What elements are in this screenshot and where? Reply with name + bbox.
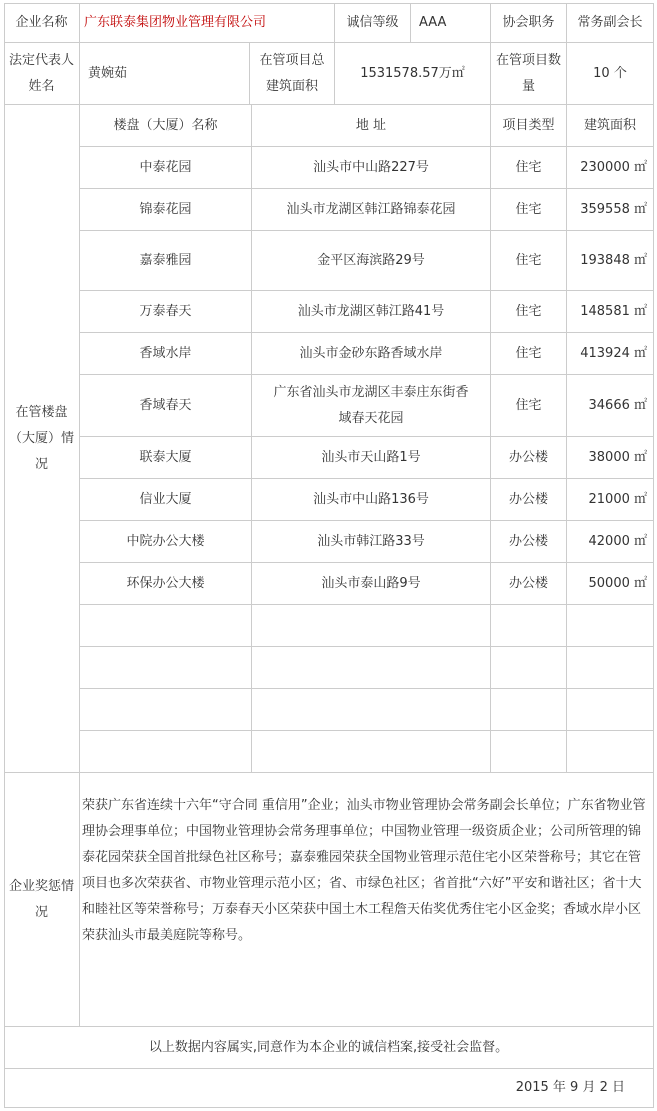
empty-cell (491, 605, 567, 647)
project-type-cell: 住宅 (491, 291, 567, 333)
empty-cell (252, 731, 491, 773)
company-name-label: 企业名称 (4, 3, 80, 43)
total-area-label: 在管项目总建筑面积 (250, 43, 335, 105)
project-address-cell: 汕头市泰山路9号 (252, 563, 491, 605)
project-address-cell: 广东省汕头市龙湖区丰泰庄东街香域春天花园 (252, 375, 491, 437)
projects-section-label: 在管楼盘（大厦）情况 (4, 105, 80, 773)
company-name-value: 广东联泰集团物业管理有限公司 (80, 3, 335, 43)
project-name-cell: 环保办公大楼 (80, 563, 252, 605)
project-address-cell: 汕头市中山路136号 (252, 479, 491, 521)
legal-rep-label: 法定代表人姓名 (4, 43, 80, 105)
empty-cell (252, 605, 491, 647)
col-header-address: 地 址 (252, 105, 491, 147)
declaration-statement: 以上数据内容属实,同意作为本企业的诚信档案,接受社会监督。 (4, 1027, 654, 1069)
project-type-cell: 住宅 (491, 189, 567, 231)
project-area-cell: 34666 ㎡ (567, 375, 654, 437)
project-name-cell: 锦泰花园 (80, 189, 252, 231)
project-address-cell: 汕头市天山路1号 (252, 437, 491, 479)
project-name-cell: 嘉泰雅园 (80, 231, 252, 291)
empty-cell (491, 731, 567, 773)
project-area-cell: 230000 ㎡ (567, 147, 654, 189)
project-count-value: 10 个 (567, 43, 654, 105)
project-area-cell: 38000 ㎡ (567, 437, 654, 479)
project-type-cell: 住宅 (491, 147, 567, 189)
project-area-cell: 359558 ㎡ (567, 189, 654, 231)
project-name-cell: 香域水岸 (80, 333, 252, 375)
empty-cell (80, 689, 252, 731)
project-type-cell: 住宅 (491, 333, 567, 375)
col-header-name: 楼盘（大厦）名称 (80, 105, 252, 147)
empty-cell (491, 689, 567, 731)
empty-cell (567, 689, 654, 731)
col-header-type: 项目类型 (491, 105, 567, 147)
project-type-cell: 办公楼 (491, 479, 567, 521)
project-area-cell: 413924 ㎡ (567, 333, 654, 375)
project-address-cell: 汕头市中山路227号 (252, 147, 491, 189)
project-type-cell: 住宅 (491, 375, 567, 437)
empty-cell (80, 647, 252, 689)
project-area-cell: 21000 ㎡ (567, 479, 654, 521)
association-role-label: 协会职务 (491, 3, 567, 43)
empty-cell (567, 731, 654, 773)
credit-level-value: AAA (411, 3, 491, 43)
project-area-cell: 148581 ㎡ (567, 291, 654, 333)
project-name-cell: 中泰花园 (80, 147, 252, 189)
empty-cell (491, 647, 567, 689)
empty-cell (252, 647, 491, 689)
empty-cell (80, 605, 252, 647)
project-name-cell: 信业大厦 (80, 479, 252, 521)
project-count-label: 在管项目数量 (491, 43, 567, 105)
awards-text: 荣获广东省连续十六年“守合同 重信用”企业；汕头市物业管理协会常务副会长单位；广东省物业管理协会理事单位；中国物业管理协会常务理事单位；中国物业管理一级资质企业；公司所管理的锦泰花园荣获全国首批绿色社区称号；嘉泰雅园荣获全国物业管理示范住宅小区荣誉称号；其它在管项目也多次荣获省、市物业管理示范小区；省、市绿色社区；省首批“六好”平安和谐社区；省十大和睦社区等荣誉称号；万泰春天小区荣获中国土木工程詹天佑奖优秀住宅小区金奖；香域水岸小区荣获汕头市最美庭院等称号。 (80, 773, 654, 1027)
col-header-area: 建筑面积 (567, 105, 654, 147)
project-area-cell: 50000 ㎡ (567, 563, 654, 605)
credit-level-label: 诚信等级 (335, 3, 411, 43)
project-name-cell: 中院办公大楼 (80, 521, 252, 563)
project-name-cell: 香域春天 (80, 375, 252, 437)
legal-rep-value: 黄婉茹 (80, 43, 250, 105)
project-name-cell: 联泰大厦 (80, 437, 252, 479)
project-address-cell: 汕头市龙湖区韩江路锦泰花园 (252, 189, 491, 231)
project-address-cell: 汕头市韩江路33号 (252, 521, 491, 563)
project-name-cell: 万泰春天 (80, 291, 252, 333)
project-address-cell: 汕头市龙湖区韩江路41号 (252, 291, 491, 333)
project-area-cell: 193848 ㎡ (567, 231, 654, 291)
signature-date: 2015 年 9 月 2 日 (4, 1069, 654, 1108)
project-type-cell: 住宅 (491, 231, 567, 291)
awards-label: 企业奖惩情况 (4, 773, 80, 1027)
project-address-cell: 汕头市金砂东路香域水岸 (252, 333, 491, 375)
project-type-cell: 办公楼 (491, 563, 567, 605)
association-role-value: 常务副会长 (567, 3, 654, 43)
project-type-cell: 办公楼 (491, 521, 567, 563)
project-type-cell: 办公楼 (491, 437, 567, 479)
project-address-cell: 金平区海滨路29号 (252, 231, 491, 291)
total-area-value: 1531578.57万㎡ (335, 43, 491, 105)
project-area-cell: 42000 ㎡ (567, 521, 654, 563)
empty-cell (567, 605, 654, 647)
empty-cell (252, 689, 491, 731)
empty-cell (567, 647, 654, 689)
empty-cell (80, 731, 252, 773)
